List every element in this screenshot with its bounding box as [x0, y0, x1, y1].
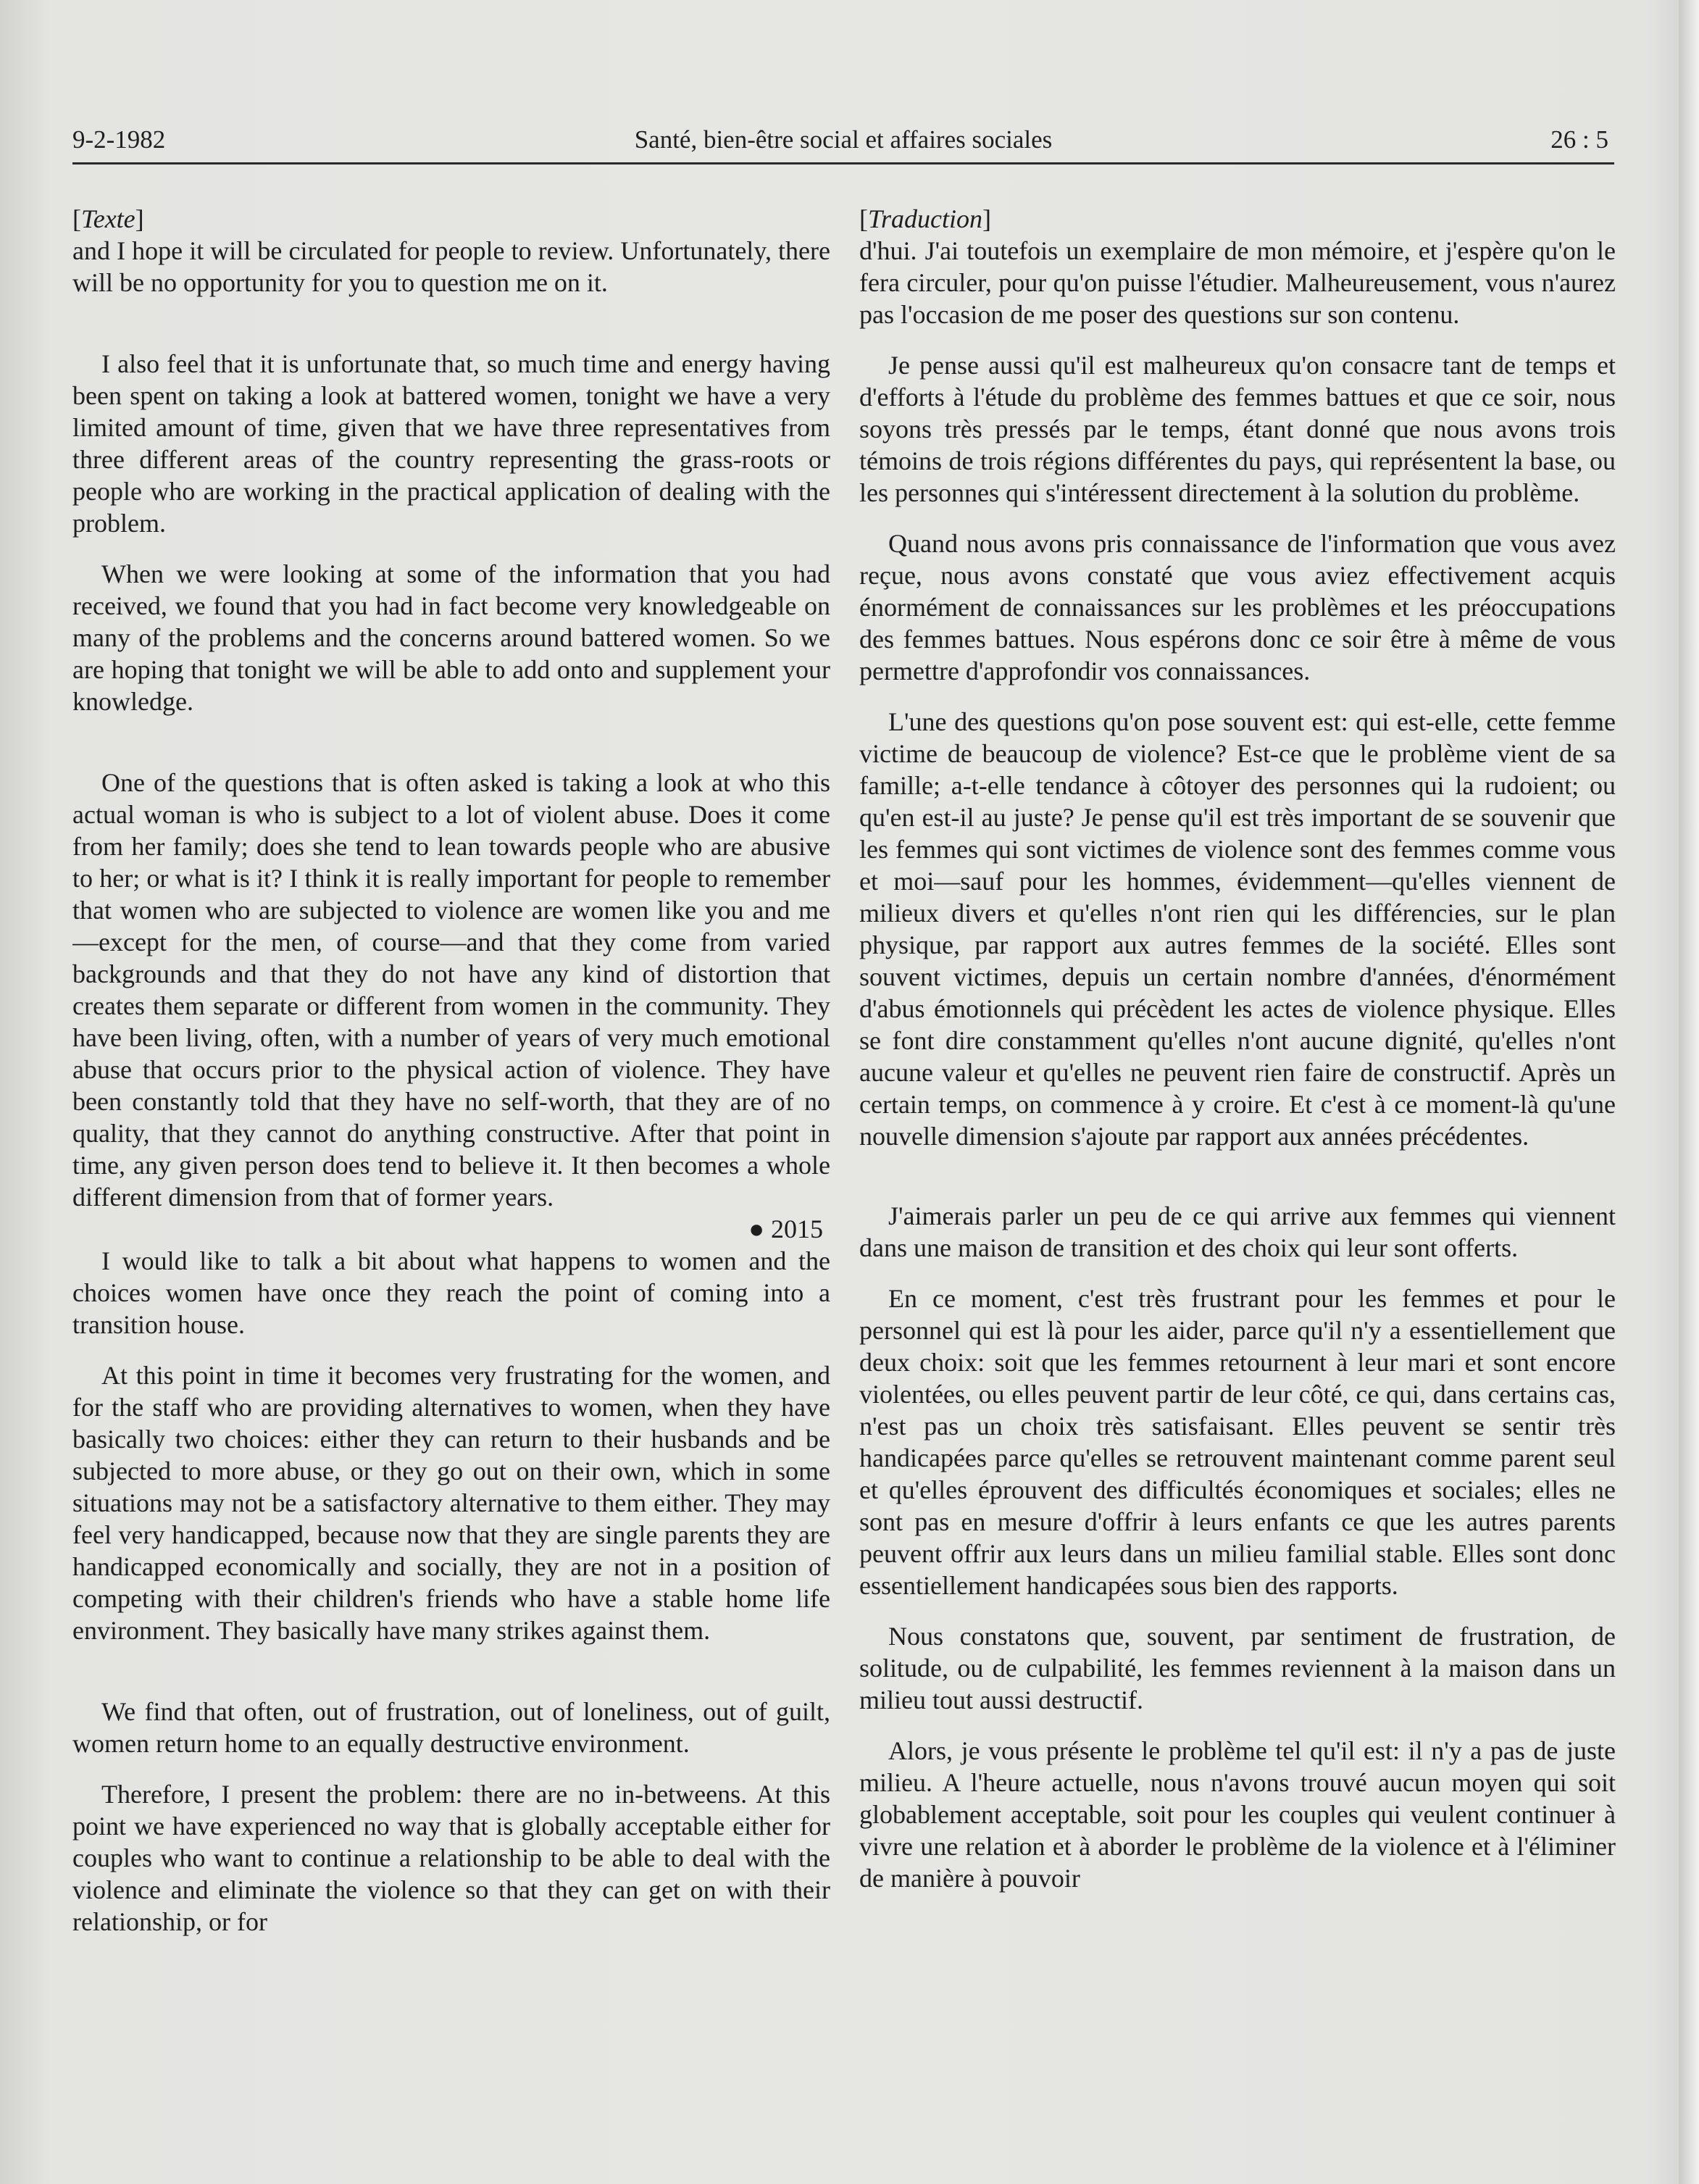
paragraph: Therefore, I present the problem: there are no in-betweens. At this point we have experienced no way that is globally acceptable either for couples who want to continue a relationship to be able to deal with the violence and eliminate the violence so that they can get on with their relationship, or for [72, 1780, 830, 1936]
header-page-number: 26 : 5 [1550, 125, 1608, 154]
paragraph: d'hui. J'ai toutefois un exemplaire de mon mémoire, et j'espère qu'on le fera circuler, pour qu'on puisse l'étudier. Malheureusement, vous n'aurez pas l'occasion de me poser des questions sur son contenu. [859, 236, 1616, 329]
column-label-traduction: [Traduction] [859, 204, 992, 233]
paragraph: J'aimerais parler un peu de ce qui arrive aux femmes qui viennent dans une maison de transition et des choix qui leur sont offerts. [859, 1201, 1616, 1262]
paragraph: I also feel that it is unfortunate that, so much time and energy having been spent on taking a look at battered women, tonight we have a very limited amount of time, given that we have three representatives from three different areas of the country representing the grass-roots or people who are working in the practical application of dealing with the problem. [72, 349, 830, 538]
paragraph: L'une des questions qu'on pose souvent est: qui est-elle, cette femme victime de beaucoup de violence? Est-ce que le problème vient de sa famille; a-t-elle tendance à côtoyer des personnes qui la rudoient; ou qu'en est-il au juste? Je pense qu'il est très important de se souvenir que les femmes qui sont victimes de violence sont des femmes comme vous et moi—sauf pour les hommes, évidemment—qu'elles viennent de milieux divers et qu'elles n'ont rien qui les différencies, sur le plan physique, par rapport aux autres femmes de la société. Elles sont souvent victimes, depuis un certain nombre d'années, d'énormément d'abus émotionnels qui précèdent les actes de violence physique. Elles se font dire constamment qu'elles n'ont aucune dignité, qu'elles n'ont aucune valeur et qu'elles ne peuvent rien faire de constructif. Après un certain temps, on commence à y croire. Et c'est à ce moment-là qu'une nouvelle dimension s'ajoute par rapport aux années précédentes. [859, 707, 1616, 1151]
page-edge [1679, 0, 1699, 2184]
time-marker: ● 2015 [748, 1214, 823, 1243]
header-date: 9-2-1982 [72, 125, 166, 154]
paragraph: Je pense aussi qu'il est malheureux qu'on consacre tant de temps et d'efforts à l'étude du problème des femmes battues et que ce soir, nous soyons très pressés par le temps, étant donné que nous avons trois témoins de trois régions différentes du pays, qui représentent la base, ou les personnes qui s'intéressent directement à la solution du problème. [859, 351, 1616, 507]
paragraph: Quand nous avons pris connaissance de l'information que vous avez reçue, nous avons constaté que vous aviez effectivement acquis énormément de connaissances sur les problèmes et les préoccupations des femmes battues. Nous espérons donc ce soir être à même de vous permettre d'approfondir vos connaissances. [859, 529, 1616, 685]
paragraph: En ce moment, c'est très frustrant pour les femmes et pour le personnel qui est là pour les aider, parce qu'il n'y a essentiellement que deux choix: soit que les femmes retournent à leur mari et sont encore violentées, ou elles peuvent partir de leur côté, ce qui, dans certains cas, n'est pas un choix très satisfaisant. Elles peuvent se sentir très handicapées parce qu'elles se retrouvent maintenant comme parent seul et qu'elles éprouvent des difficultés économiques et sociales; elles ne sont pas en mesure d'offrir à leurs enfants ce que les autres parents peuvent offrir aux leurs dans un milieu familial stable. Elles sont donc essentiellement handicapées sous bien des rapports. [859, 1284, 1616, 1600]
paragraph: Nous constatons que, souvent, par sentiment de frustration, de solitude, ou de culpabilité, les femmes reviennent à la maison dans un milieu tout aussi destructif. [859, 1622, 1616, 1714]
french-column [859, 194, 1616, 2180]
paragraph: Alors, je vous présente le problème tel qu'il est: il n'y a pas de juste milieu. A l'heure actuelle, nous n'avons trouvé aucun moyen qui soit globablement acceptable, soit pour les couples qui veulent continuer à vivre une relation et à aborder le problème de la violence et à l'éliminer de manière à pouvoir [859, 1736, 1616, 1893]
paragraph: When we were looking at some of the information that you had received, we found that you had in fact become very knowledgeable on many of the problems and the concerns around battered women. So we are hoping that tonight we will be able to add onto and supplement your knowledge. [72, 559, 830, 716]
paragraph: At this point in time it becomes very frustrating for the women, and for the staff who are providing alternatives to women, when they have basically two choices: either they can return to their husbands and be subjected to more abuse, or they go out on their own, which in some situations may not be a satisfactory alternative to them either. They may feel very handicapped, because now that they are single parents they are handicapped economically and socially, they are not in a position of competing with their children's friends who have a stable home life environment. They basically have many strikes against them. [72, 1361, 830, 1645]
header-title: Santé, bien-être social et affaires sociales [634, 125, 1053, 154]
paragraph: I would like to talk a bit about what happens to women and the choices women have once they reach the point of coming into a transition house. [72, 1246, 830, 1339]
paragraph: One of the questions that is often asked is taking a look at who this actual woman is who is subject to a lot of violent abuse. Does it come from her family; does she tend to lean towards people who are abusive to her; or what is it? I think it is really important for people to remember that women who are subjected to violence are women like you and me—except for the men, of course—and that they come from varied backgrounds and that they do not have any kind of distortion that creates them separate or different from women in the community. They have been living, often, with a number of years of very much emotional abuse that occurs prior to the physical action of violence. They have been constantly told that they have no self-worth, that they are of no quality, that they cannot do anything constructive. After that point in time, any given person does tend to believe it. It then becomes a whole different dimension from that of former years. [72, 768, 830, 1212]
paragraph: and I hope it will be circulated for people to review. Unfortunately, there will be no opportunity for you to question me on it. [72, 236, 830, 297]
english-column [72, 194, 830, 2180]
running-header [72, 122, 1614, 164]
paragraph: We find that often, out of frustration, out of loneliness, out of guilt, women return home to an equally destructive environment. [72, 1697, 830, 1758]
column-label-texte: [Texte] [72, 204, 144, 233]
